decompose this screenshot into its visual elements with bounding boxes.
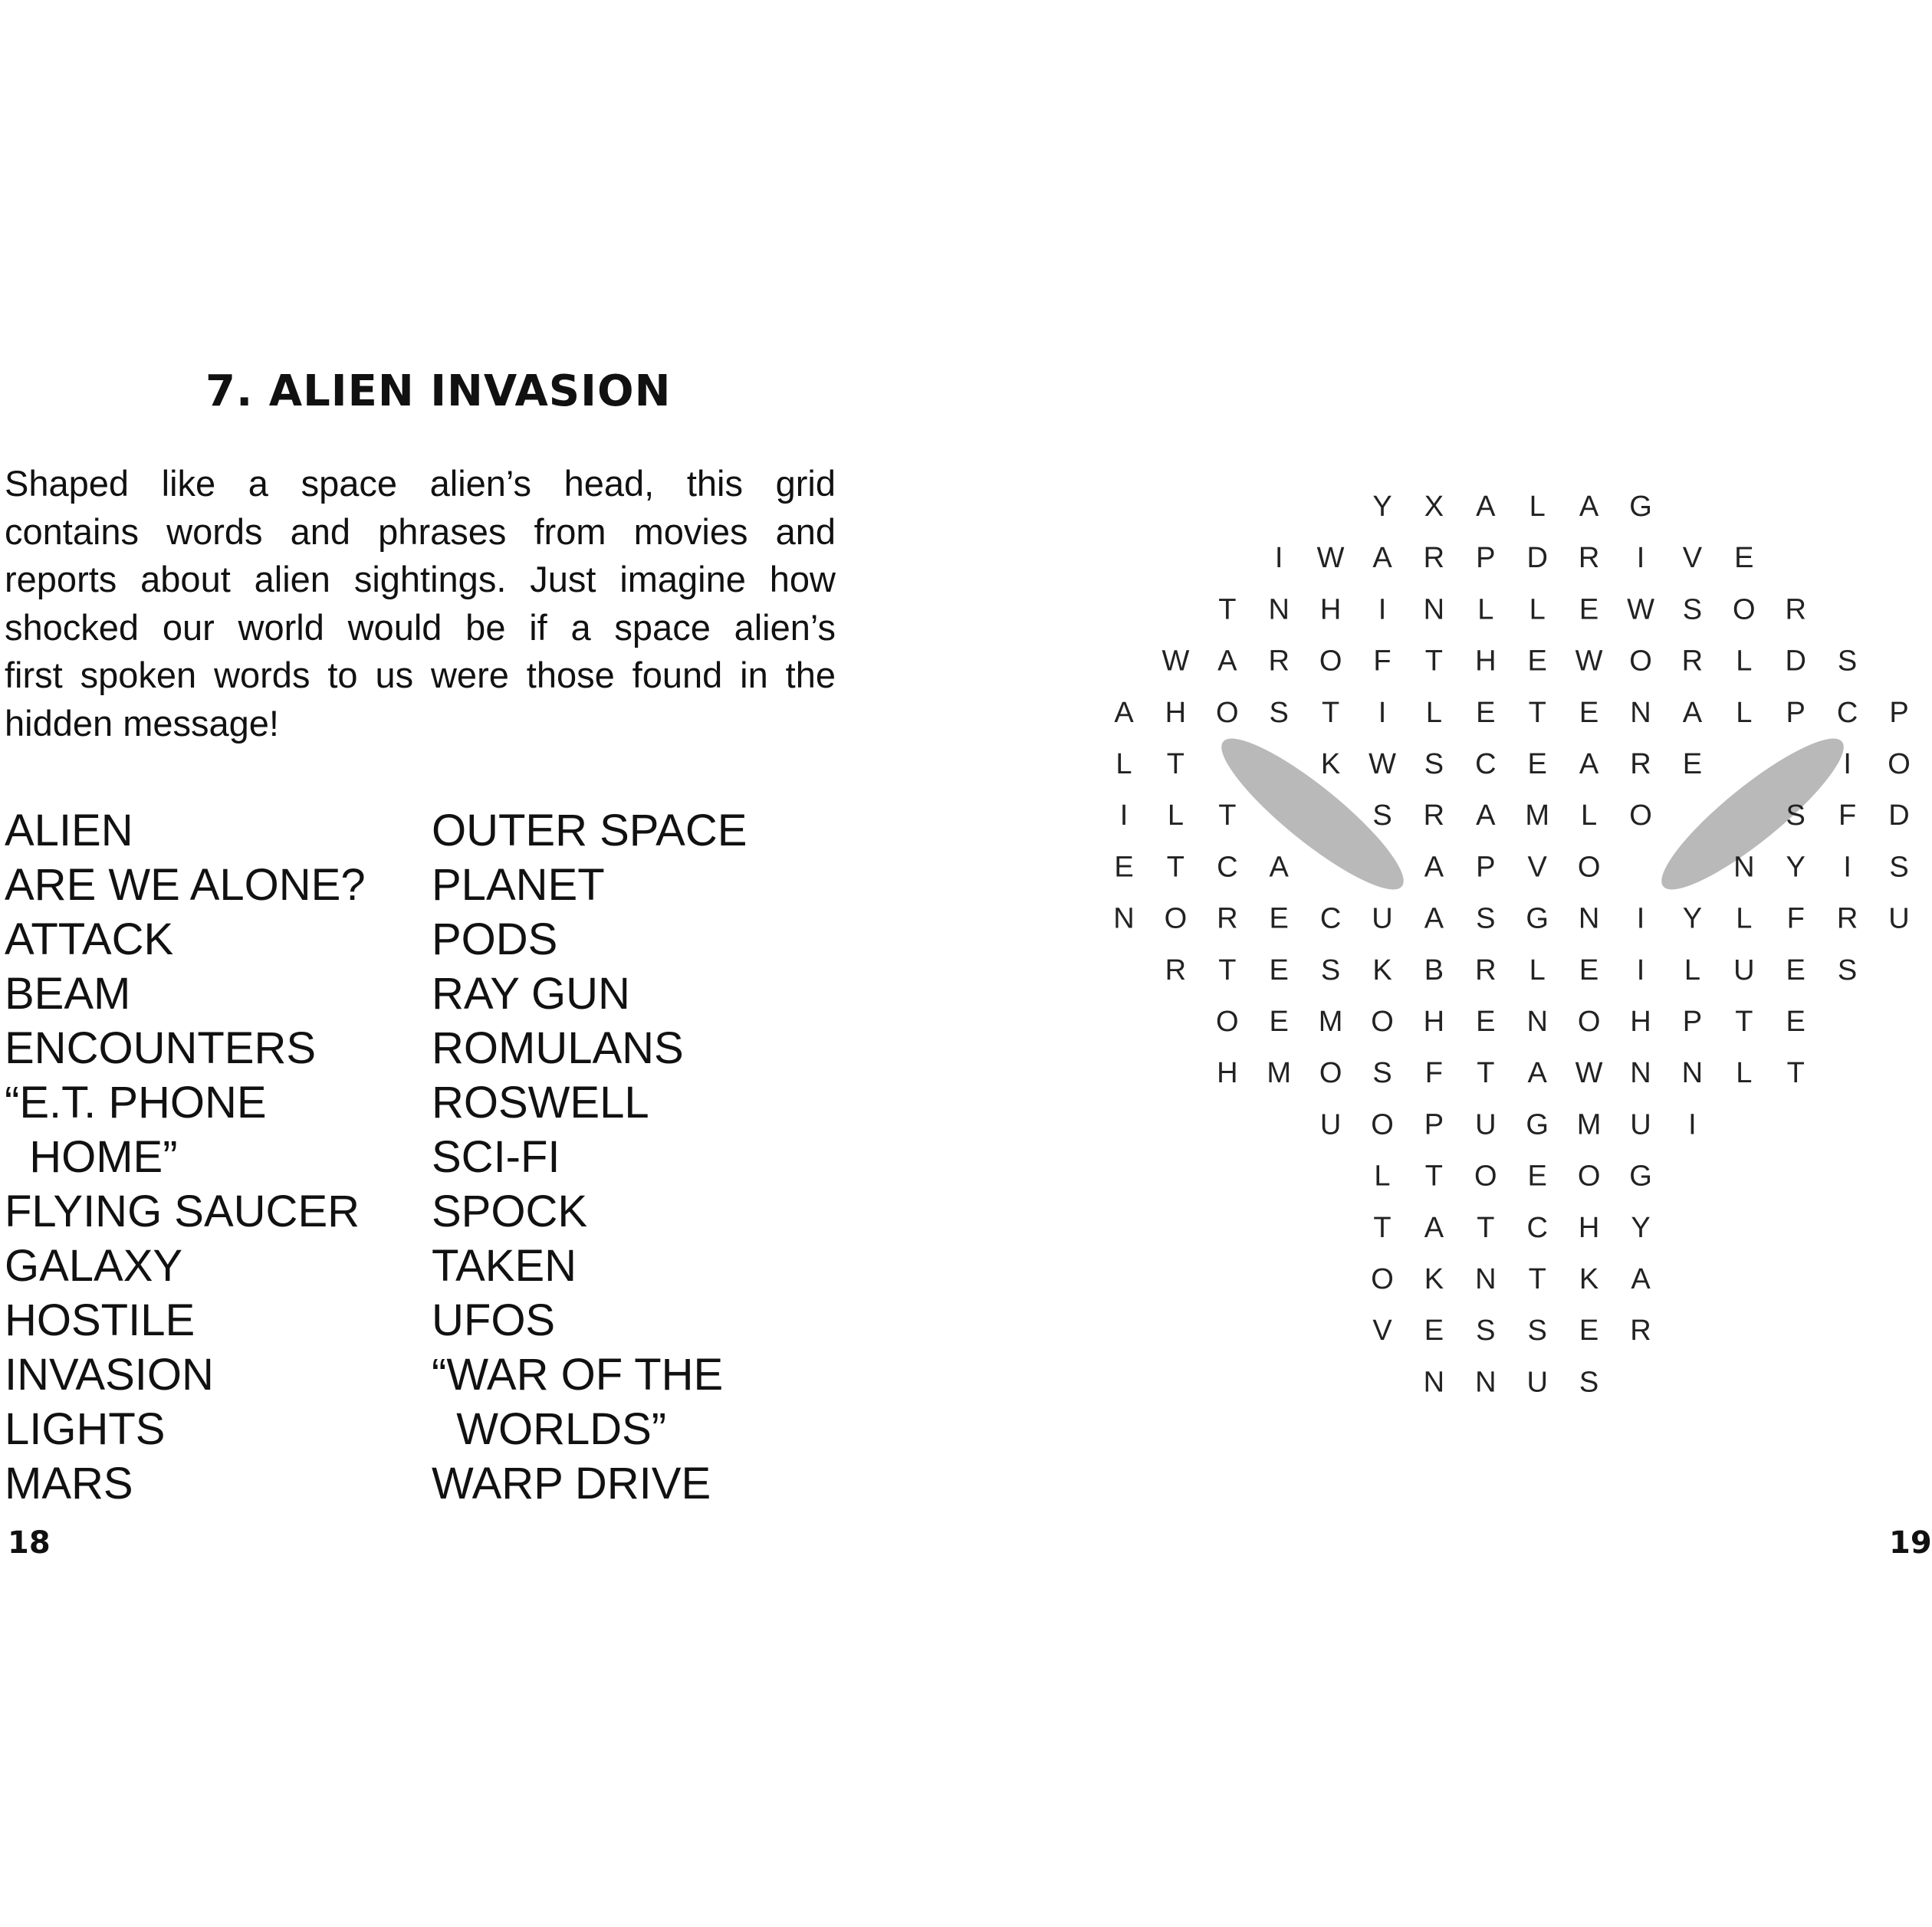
grid-letter: E [1476,1006,1496,1038]
grid-letter: O [1888,748,1911,780]
grid-letter: O [1629,799,1652,832]
grid-letter: S [1837,954,1858,986]
grid-letter: H [1578,1211,1600,1244]
grid-letter: G [1526,902,1549,935]
grid-letter: D [1888,799,1910,832]
grid-letter: H [1165,696,1187,729]
grid-letter: R [1630,1315,1651,1348]
grid-letter: K [1372,954,1392,986]
grid-letter: I [1636,542,1645,575]
grid-letter: V [1372,1315,1392,1348]
grid-letter: L [1167,799,1184,832]
grid-letter: U [1372,902,1393,935]
grid-letter: M [1267,1057,1292,1090]
grid-letter: W [1162,645,1190,678]
grid-letter: T [1424,645,1444,678]
grid-letter: L [1425,696,1442,729]
grid-letter: I [1378,593,1387,626]
grid-letter: E [1579,593,1599,626]
grid-letter: N [1630,696,1651,729]
grid-letter: N [1630,1057,1651,1090]
grid-letter: I [1688,1108,1697,1141]
grid-letter: I [1843,851,1852,884]
grid-letter: G [1629,1160,1652,1193]
grid-letter: N [1733,851,1755,884]
grid-letter: Y [1631,1211,1651,1244]
grid-letter: N [1423,593,1445,626]
grid-letter: O [1733,593,1756,626]
grid-letter: E [1682,748,1703,780]
word-list-item: BEAM [5,969,131,1019]
grid-letter: U [1526,1366,1548,1399]
grid-letter: R [1836,902,1858,935]
grid-letter: O [1319,1057,1342,1090]
grid-letter: M [1525,799,1550,832]
grid-letter: A [1579,748,1599,780]
word-list-item: TAKEN [432,1241,577,1291]
grid-letter: C [1475,748,1497,780]
grid-letter: D [1526,542,1548,575]
grid-letter: S [1372,799,1392,832]
grid-letter: U [1475,1108,1497,1141]
grid-letter: A [1114,696,1134,729]
grid-letter: S [1837,645,1858,678]
grid-letter: O [1319,645,1342,678]
grid-letters [1113,491,1911,1398]
grid-letter: I [1378,696,1387,729]
grid-letter: C [1217,851,1238,884]
grid-letter: S [1889,851,1909,884]
word-list-item: “E.T. PHONE [5,1078,267,1128]
grid-letter: L [1736,696,1753,729]
grid-letter: H [1423,1006,1445,1038]
grid-letter: C [1836,696,1858,729]
grid-letter: C [1526,1211,1548,1244]
grid-letter: T [1218,799,1237,832]
intro-line: first spoken words to us were those found in the [5,655,836,695]
grid-letter: F [1786,902,1805,935]
grid-letter: U [1319,1108,1342,1141]
grid-letter: Y [1682,902,1703,935]
grid-letter: M [1576,1108,1602,1141]
grid-letter: N [1423,1366,1445,1399]
grid-letter: T [1528,696,1546,729]
grid-letter: H [1475,645,1497,678]
grid-letter: A [1527,1057,1547,1090]
grid-letter: S [1269,696,1289,729]
grid-letter: E [1579,696,1599,729]
grid-letter: S [1372,1057,1392,1090]
grid-letter: E [1269,954,1289,986]
grid-letter: M [1318,1006,1343,1038]
grid-letter: T [1528,1263,1546,1295]
grid-letter: O [1577,851,1601,884]
grid-letter: O [1164,902,1188,935]
word-list-item: ROMULANS [432,1023,684,1073]
grid-letter: T [1735,1006,1753,1038]
word-list-item: FLYING SAUCER [5,1187,360,1236]
word-list-item: ARE WE ALONE? [5,860,366,910]
grid-letter: U [1630,1108,1651,1141]
grid-letter: L [1529,491,1546,523]
grid-letter: O [1371,1108,1394,1141]
grid-letter: N [1475,1366,1497,1399]
grid-letter: N [1526,1006,1548,1038]
grid-letter: G [1526,1108,1549,1141]
grid-letter: E [1527,1160,1547,1193]
grid-letter: F [1424,1057,1444,1090]
grid-letter: O [1371,1006,1394,1038]
grid-letter: N [1475,1263,1497,1295]
grid-letter: T [1477,1211,1495,1244]
grid-letter: T [1218,593,1237,626]
word-list-item: ROSWELL [432,1078,649,1128]
grid-letter: A [1579,491,1599,523]
word-list-item: ALIEN [5,806,133,855]
grid-letter: E [1269,902,1289,935]
grid-letter: E [1527,645,1547,678]
word-list-item: LIGHTS [5,1404,166,1454]
puzzle-title: 7. ALIEN INVASION [205,366,672,416]
grid-letter: E [1114,851,1134,884]
grid-letter: L [1477,593,1494,626]
grid-letter: E [1476,696,1496,729]
grid-letter: T [1477,1057,1495,1090]
grid-letter: L [1374,1160,1391,1193]
word-list-item: PODS [432,914,558,964]
grid-letter: N [1113,902,1135,935]
grid-letter: E [1527,748,1547,780]
grid-letter: H [1319,593,1342,626]
grid-letter: P [1424,1108,1444,1141]
grid-letter: I [1636,902,1645,935]
grid-letter: K [1424,1263,1444,1295]
intro-line: hidden message! [5,702,279,744]
grid-letter: O [1629,645,1652,678]
grid-letter: U [1733,954,1755,986]
grid-letter: W [1627,593,1654,626]
intro-line: reports about alien sightings. Just imagine how [5,559,836,599]
grid-letter: U [1888,902,1910,935]
grid-letter: A [1424,902,1444,935]
grid-letter: I [1636,954,1645,986]
grid-letter: L [1736,645,1753,678]
grid-letter: P [1786,696,1806,729]
grid-letter: L [1736,902,1753,935]
grid-letter: S [1424,748,1444,780]
grid-letter: A [1476,491,1496,523]
grid-letter: R [1217,902,1238,935]
word-list-item: MARS [5,1459,133,1508]
grid-letter: P [1682,1006,1703,1038]
grid-letter: X [1424,491,1444,523]
grid-letter: L [1529,593,1546,626]
grid-letter: Y [1786,851,1806,884]
grid-letter: N [1681,1057,1704,1090]
grid-letter: A [1269,851,1289,884]
grid-letter: R [1630,748,1651,780]
grid-letter: S [1527,1315,1547,1348]
word-list-item: UFOS [432,1295,556,1345]
grid-letter: G [1629,491,1652,523]
page-number-right: 19 [1889,1525,1932,1561]
grid-letter: P [1476,851,1496,884]
grid-letter: A [1682,696,1703,729]
word-list-item: INVASION [5,1350,214,1400]
grid-letter: E [1786,1006,1806,1038]
grid-letter: O [1216,696,1239,729]
grid-letter: L [1116,748,1132,780]
grid-letter: S [1682,593,1703,626]
grid-letter: A [1424,851,1444,884]
grid-letter: H [1217,1057,1238,1090]
grid-letter: S [1476,902,1496,935]
grid-letter: T [1786,1057,1805,1090]
grid-letter: E [1579,954,1599,986]
grid-letter: B [1424,954,1444,986]
grid-letter: K [1320,748,1341,780]
grid-letter: N [1578,902,1600,935]
grid-letter: C [1319,902,1342,935]
grid-letter: W [1575,645,1603,678]
grid-letter: S [1476,1315,1496,1348]
grid-letter: L [1684,954,1700,986]
grid-letter: O [1371,1263,1394,1295]
grid-letter: T [1321,696,1340,729]
word-list-item: PLANET [432,860,605,910]
grid-letter: W [1316,542,1345,575]
grid-letter: P [1476,542,1496,575]
grid-letter: O [1216,1006,1239,1038]
grid-letter: V [1682,542,1703,575]
grid-letter: A [1424,1211,1444,1244]
grid-letter: O [1474,1160,1497,1193]
grid-letter: R [1268,645,1290,678]
grid-letter: R [1423,542,1445,575]
grid-letter: R [1475,954,1497,986]
grid-letter: S [1320,954,1341,986]
grid-letter: E [1786,954,1806,986]
grid-letter: R [1165,954,1187,986]
word-list-item: OUTER SPACE [432,806,748,855]
intro-line: contains words and phrases from movies and [5,510,836,552]
page-number-left: 18 [8,1525,51,1561]
grid-letter: P [1889,696,1909,729]
grid-letter: O [1577,1160,1601,1193]
intro-line: shocked our world would be if a space alien’s [5,606,836,648]
grid-letter: A [1476,799,1496,832]
word-list-item: HOSTILE [5,1295,196,1345]
grid-letter: I [1843,748,1852,780]
grid-letter: E [1734,542,1754,575]
grid-letter: R [1785,593,1806,626]
grid-letter: R [1578,542,1600,575]
word-list-item: ATTACK [5,914,174,964]
grid-letter: T [1166,748,1185,780]
grid-letter: W [1368,748,1396,780]
grid-letter: T [1424,1160,1444,1193]
grid-letter: A [1372,542,1392,575]
grid-letter: R [1681,645,1704,678]
grid-letter: I [1119,799,1129,832]
grid-letter: V [1527,851,1547,884]
word-list-item: “WAR OF THE [432,1350,724,1400]
word-list-item: ENCOUNTERS [5,1023,317,1073]
grid-letter: T [1373,1211,1392,1244]
grid-letter: I [1274,542,1283,575]
grid-letter: N [1268,593,1290,626]
word-list-item: RAY GUN [432,969,630,1019]
grid-letter: T [1166,851,1185,884]
word-list-item: WORLDS” [432,1404,667,1454]
intro-line: Shaped like a space alien’s head, this grid [5,463,836,504]
grid-letter: L [1529,954,1546,986]
grid-letter: R [1423,799,1445,832]
grid-letter: S [1786,799,1806,832]
grid-letter: W [1575,1057,1603,1090]
grid-letter: F [1838,799,1857,832]
grid-letter: D [1785,645,1806,678]
word-list-item: SPOCK [432,1187,588,1236]
grid-letter: K [1579,1263,1599,1295]
grid-letter: S [1579,1366,1599,1399]
word-list-item: GALAXY [5,1241,183,1291]
word-list-item: HOME” [5,1132,178,1182]
grid-letter: L [1581,799,1598,832]
grid-letter: O [1577,1006,1601,1038]
word-list-item: SCI-FI [432,1132,560,1182]
grid-letter: F [1373,645,1392,678]
grid-letter: L [1736,1057,1753,1090]
grid-letter: A [1631,1263,1651,1295]
grid-letter: Y [1372,491,1392,523]
grid-letter: E [1424,1315,1444,1348]
grid-letter: T [1218,954,1237,986]
grid-letter: H [1630,1006,1651,1038]
grid-letter: E [1269,1006,1289,1038]
grid-letter: A [1217,645,1237,678]
grid-letter: E [1579,1315,1599,1348]
word-list-item: WARP DRIVE [432,1459,711,1508]
